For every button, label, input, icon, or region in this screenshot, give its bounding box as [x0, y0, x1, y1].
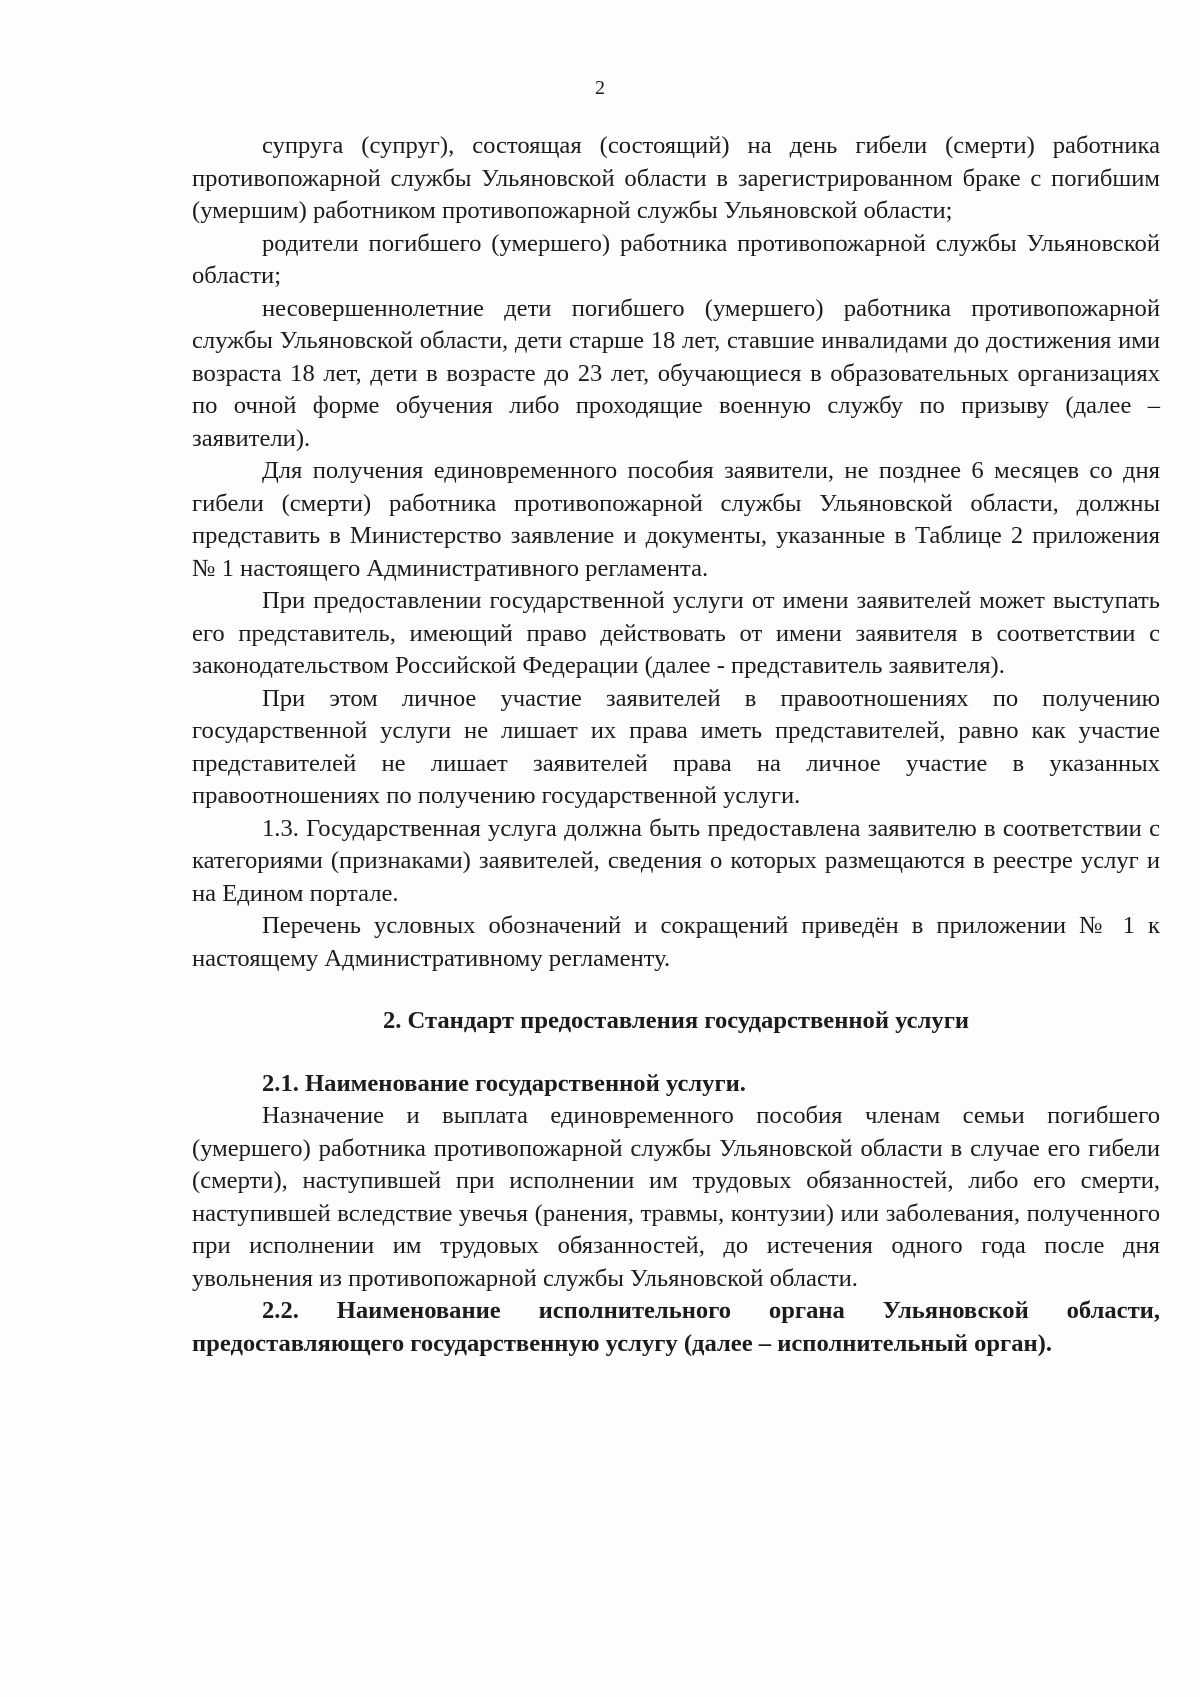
paragraph-parents: родители погибшего (умершего) работника противопожарной службы Ульяновской области;: [192, 229, 1160, 289]
subsection-2-2-title: 2.2. Наименование исполнительного органа Ульяновской области, предоставляющего государственную услугу (далее – исполнительный орган).: [192, 1297, 1160, 1357]
subsection-2-1-text: Назначение и выплата единовременного пособия членам семьи погибшего (умершего) работника противопожарной службы Ульяновской области в случае его гибели (смерти), наступившей при исполнении им трудовых обязанностей, либо его смерти, наступившей вследствие увечья (ранения, травмы, контузии) или заболевания, полученного при исполнении им трудовых обязанностей, до истечения одного года после дня увольнения из противопожарной службы Ульяновской области.: [192, 1102, 1160, 1292]
paragraph-spouse: супруга (супруг), состоящая (состоящий) на день гибели (смерти) работника противопожарной службы Ульяновской области в зарегистрированном браке с погибшим (умершим) работником противопожарной службы Ульяновской области;: [192, 132, 1160, 224]
subsection-2-1-title: 2.1. Наименование государственной услуги.: [262, 1069, 746, 1097]
paragraph-1-3: 1.3. Государственная услуга должна быть предоставлена заявителю в соответствии с категориями (признаками) заявителей, сведения о которых размещаются в реестре услуг и на Едином портале.: [192, 814, 1160, 907]
paragraph-personal-participation: При этом личное участие заявителей в правоотношениях по получению государственной услуги не лишает их права иметь представителей, равно как участие представителей не лишает заявителей права на личное участие в указанных правоотношениях по получению государственной услуги.: [192, 684, 1160, 809]
paragraph-application-deadline: Для получения единовременного пособия заявители, не позднее 6 месяцев со дня гибели (смерти) работника противопожарной службы Ульяновской области, должны представить в Министерство заявление и документы, указанные в Таблице 2 приложения № 1 настоящего Административного регламента.: [192, 457, 1160, 582]
document-body: [192, 130, 1160, 1360]
paragraph-abbreviations: Перечень условных обозначений и сокращений приведён в приложении № 1 к настоящему Административному регламенту.: [192, 912, 1160, 972]
paragraph-representative: При предоставлении государственной услуги от имени заявителей может выступать его представитель, имеющий право действовать от имени заявителя в соответствии с законодательством Российской Федерации (далее - представитель заявителя).: [192, 587, 1160, 679]
paragraph-children: несовершеннолетние дети погибшего (умершего) работника противопожарной службы Ульяновской области, дети старше 18 лет, ставшие инвалидами до достижения ими возраста 18 лет, дети в возрасте до 23 лет, обучающиеся в образовательных организациях по очной форме обучения либо проходящие военную службу по призыву (далее – заявители).: [192, 294, 1160, 452]
page-number: 2: [595, 77, 605, 99]
section-heading: 2. Стандарт предоставления государственной услуги: [382, 1007, 970, 1034]
